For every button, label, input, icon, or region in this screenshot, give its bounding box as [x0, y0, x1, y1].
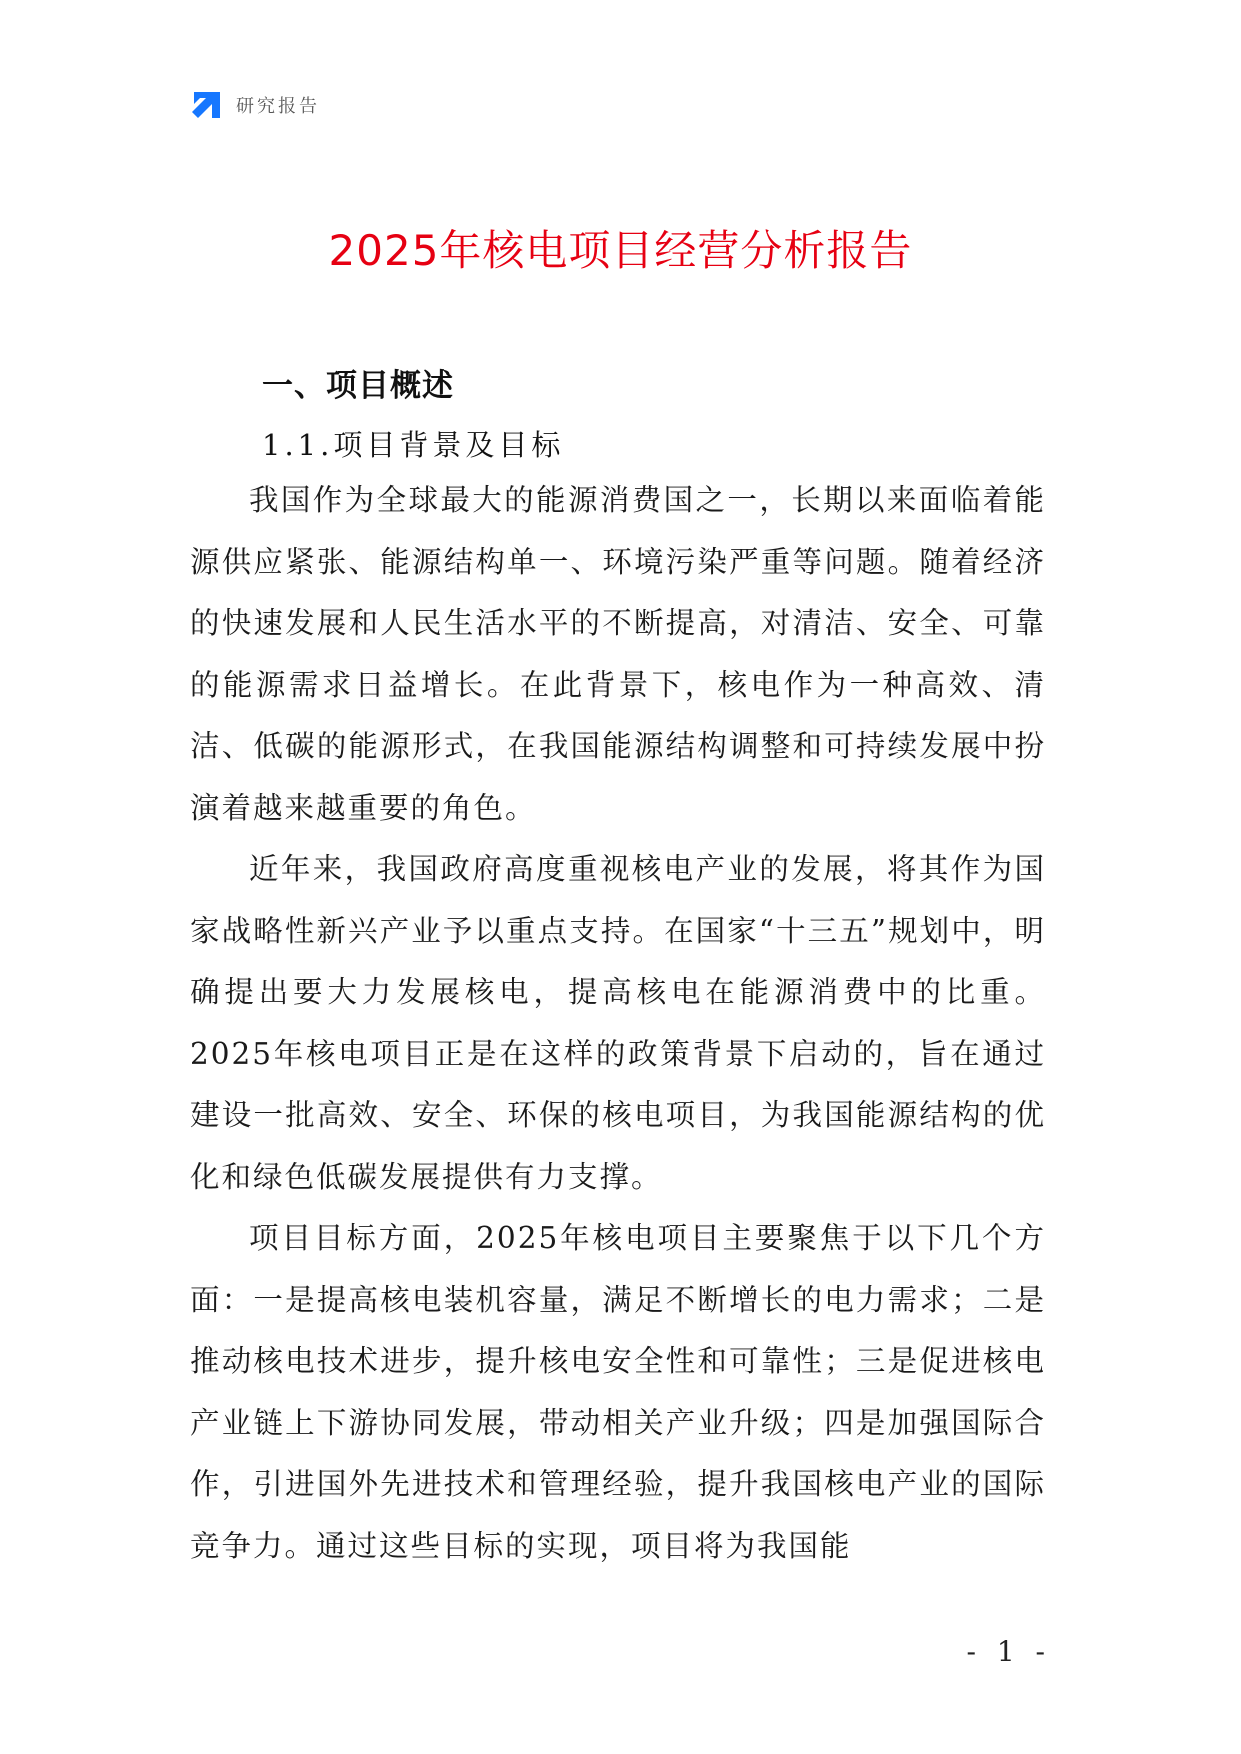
report-header	[190, 88, 320, 122]
document-title: 2025年核电项目经营分析报告	[328, 226, 913, 275]
paragraph-background: 我国作为全球最大的能源消费国之一，长期以来面临着能源供应紧张、能源结构单一、环境污染严重等问题。随着经济的快速发展和人民生活水平的不断提高，对清洁、安全、可靠的能源需求日益增长。在此背景下，核电作为一种高效、清洁、低碳的能源形式，在我国能源结构调整和可持续发展中扮演着越来越重要的角色。	[190, 483, 1046, 825]
paragraph-policy: 近年来，我国政府高度重视核电产业的发展，将其作为国家战略性新兴产业予以重点支持。在国家“十三五”规划中，明确提出要大力发展核电，提高核电在能源消费中的比重。2025年核电项目正是在这样的政策背景下启动的，旨在通过建设一批高效、安全、环保的核电项目，为我国能源结构的优化和绿色低碳发展提供有力支撑。	[190, 852, 1046, 1194]
body-text	[190, 470, 1046, 1577]
page-number: - 1 -	[966, 1635, 1051, 1668]
section-heading: 一、项目概述	[262, 368, 454, 404]
paragraph-goals: 项目目标方面，2025年核电项目主要聚焦于以下几个方面：一是提高核电装机容量，满足不断增长的电力需求；二是推动核电技术进步，提升核电安全性和可靠性；三是促进核电产业链上下游协同发展，带动相关产业升级；四是加强国际合作，引进国外先进技术和管理经验，提升我国核电产业的国际竞争力。通过这些目标的实现，项目将为我国能	[190, 1221, 1046, 1563]
header-label: 研究报告	[236, 96, 320, 117]
subsection-heading: 1.1.项目背景及目标	[262, 428, 565, 462]
arrow-up-right-icon	[190, 88, 224, 122]
